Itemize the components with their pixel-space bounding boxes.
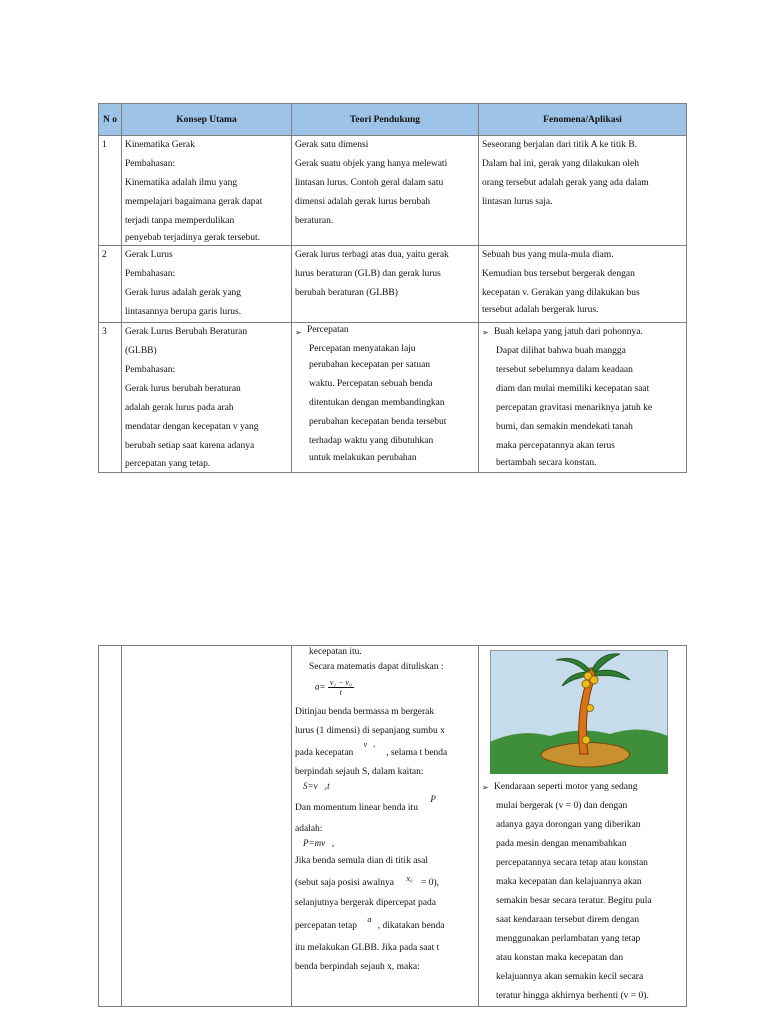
bullet-body — [295, 646, 475, 675]
eq0-text: = 0), — [421, 878, 440, 888]
acceleration-symbol: a — [367, 915, 372, 924]
text-line: terjadi tanpa memperdulikan — [125, 216, 235, 226]
bullet-body — [482, 342, 683, 470]
text-line: maka percepatannya akan terus — [496, 441, 615, 451]
text-line — [295, 913, 475, 939]
text-line: adalah gerak lurus pada arah — [125, 403, 234, 413]
text-line: Gerak Lurus — [125, 250, 173, 260]
text-line: percepatan yang tetap. — [125, 459, 211, 469]
text-line: itu melakukan GLBB. Jika pada saat t — [295, 943, 440, 953]
text-line: percepatannya secara tetap atau konstan — [496, 858, 648, 868]
table-row — [99, 646, 687, 1007]
text-line: Gerak Lurus Berubah Beraturan — [125, 327, 248, 337]
text-line: adalah: — [295, 824, 323, 834]
text-line: Kinematika adalah ilmu yang — [125, 178, 238, 188]
header-no: N o — [99, 104, 122, 136]
text-line — [295, 741, 475, 765]
text-line: Gerak satu dimensi — [295, 140, 369, 150]
konsep-cell — [122, 136, 292, 246]
text-line: lintasan lurus. Contoh geral dalam satu — [295, 178, 444, 188]
concept-table-2 — [98, 645, 687, 1007]
initial-position-symbol: x₀ — [406, 874, 413, 883]
teori-cell — [292, 323, 479, 473]
text-line: orang tersebut adalah gerak yang ada dalam — [482, 178, 649, 188]
text-line: lurus beraturan (GLB) dan gerak lurus — [295, 269, 441, 279]
text-line: mulai bergerak (v = 0) dan dengan — [496, 801, 628, 811]
text-line: atau konstan maka kecepatan dan — [496, 953, 624, 963]
text-line: Pembahasan: — [125, 269, 176, 279]
table-row — [99, 136, 687, 246]
text-line: lurus (1 dimensi) di sepanjang sumbu x — [295, 726, 445, 736]
text-line: Gerak lurus berubah beraturan — [125, 384, 241, 394]
text-line: Kemudian bus tersebut bergerak dengan — [482, 269, 635, 279]
text-line: Seseorang berjalan dari titik A ke titik B. — [482, 140, 638, 150]
fenomena-cell — [479, 646, 687, 1007]
teori-cell — [292, 646, 479, 1007]
bullet-body — [482, 797, 683, 1006]
text-line: beraturan. — [295, 216, 334, 226]
bullet-title: Kendaraan seperti motor yang sedang — [494, 782, 638, 792]
text-line: tersebut sebelumnya dalam keadaan — [496, 365, 633, 375]
text-line: Secara matematis dapat dituliskan : — [309, 662, 444, 672]
text-line: percepatan gravitasi menariknya jatuh ke — [496, 403, 653, 413]
formula-fraction — [328, 678, 354, 697]
arrow-bullet-icon: ➢ — [482, 328, 489, 337]
text-line: maka kecepatan dan kelajuannya akan — [496, 877, 642, 887]
momentum-text: Dan momentum linear benda itu — [295, 803, 418, 813]
arrow-bullet-icon: ➢ — [482, 783, 489, 792]
text-line: Pembahasan: — [125, 159, 176, 169]
konsep-cell-empty — [122, 646, 292, 1007]
text-line: Gerak lurus terbagi atas dua, yaitu gerak — [295, 250, 449, 260]
row-number-empty — [99, 646, 122, 1007]
text-line: terhadap waktu yang dibutuhkan — [309, 436, 434, 446]
selama-text: , selama t benda — [386, 748, 448, 758]
formula-numerator: v₁ − v₀ — [329, 678, 352, 687]
bullet-title: Percepatan — [307, 325, 349, 335]
text-line: dimensi adalah gerak lurus berubah — [295, 197, 431, 207]
text-line: kecepatan v. Gerakan yang dilakukan bus — [482, 288, 640, 298]
formula-denominator: t — [339, 688, 342, 697]
text-line: diam dan mulai memiliki kecepatan saat — [496, 384, 650, 394]
text-line: penyebab terjadinya gerak tersebut. — [125, 233, 261, 243]
text-line: kelajuannya akan semakin kecil secara — [496, 972, 644, 982]
text-line: bertambah secara konstan. — [496, 458, 597, 468]
header-fenomena: Fenomena/Aplikasi — [479, 104, 687, 136]
pada-kecepatan-text: pada kecepatan — [295, 748, 354, 758]
bullet-title: Buah kelapa yang jatuh dari pohonnya. — [494, 327, 643, 337]
fenomena-cell — [479, 323, 687, 473]
text-line: bumi, dan semakin mendekati tanah — [496, 422, 633, 432]
text-line: Dapat dilihat bahwa buah mangga — [496, 346, 626, 356]
table-row — [99, 246, 687, 323]
header-teori: Teori Pendukung — [292, 104, 479, 136]
momentum-formula: P=mv⃗ₓ — [303, 838, 335, 848]
text-line — [295, 793, 475, 822]
text-line: untuk melakukan perubahan — [309, 453, 417, 463]
text-line: benda berpindah sejauh x, maka: — [295, 962, 420, 972]
fenomena-cell — [479, 246, 687, 323]
bullet-item — [482, 778, 683, 797]
row-number: 2 — [99, 246, 122, 323]
text-line: perubahan kecepatan benda tersebut — [309, 417, 447, 427]
text-line: mempelajari bagaimana gerak dapat — [125, 197, 263, 207]
text-line: semakin besar secara teratur. Begitu pula — [496, 896, 652, 906]
displacement-formula: S=v⃗ₓt — [303, 781, 330, 791]
text-line: kecepatan itu. — [309, 647, 362, 657]
konsep-cell — [122, 323, 292, 473]
konsep-cell — [122, 246, 292, 323]
text-line: ditentukan dengan membandingkan — [309, 398, 445, 408]
momentum-symbol: P — [430, 794, 436, 804]
bullet-body — [295, 342, 475, 465]
text-line: Dalam hal ini, gerak yang dilakukan oleh — [482, 159, 639, 169]
text-line: berpindah sejauh S, dalam kaitan: — [295, 767, 424, 777]
text-line: Ditinjau benda bermassa m bergerak — [295, 707, 435, 717]
text-line: berubah setiap saat karena adanya — [125, 441, 255, 451]
bullet-item — [295, 323, 475, 342]
text-line: perubahan kecepatan per satuan — [309, 360, 431, 370]
acceleration-formula — [295, 678, 475, 697]
row-number: 1 — [99, 136, 122, 246]
text-line: Sebuah bus yang mula-mula diam. — [482, 250, 614, 260]
text-line: saat kendaraan tersebut direm dengan — [496, 915, 639, 925]
text-line — [295, 872, 475, 894]
concept-table-1 — [98, 103, 687, 473]
formula-lhs: a= — [315, 681, 326, 692]
text-line: Pembahasan: — [125, 365, 176, 375]
text-line: tersebut adalah bergerak lurus. — [482, 305, 599, 315]
fenomena-cell — [479, 136, 687, 246]
text-line: Percepatan menyatakan laju — [309, 344, 416, 354]
text-line: (GLBB) — [125, 346, 157, 356]
arrow-bullet-icon: ➢ — [295, 328, 302, 337]
teori-cell — [292, 136, 479, 246]
header-konsep: Konsep Utama — [122, 104, 292, 136]
text-line: menggunakan perlambatan yang tetap — [496, 934, 641, 944]
table-row — [99, 323, 687, 473]
text-line: pada mesin dengan menambahkan — [496, 839, 627, 849]
table-header-row — [99, 104, 687, 136]
velocity-symbol: v⃗ₓ — [363, 740, 376, 749]
text-line: selanjutnya bergerak dipercepat pada — [295, 898, 436, 908]
text-line: mendatar dengan kecepatan v yang — [125, 422, 259, 432]
text-line: Gerak suatu objek yang hanya melewati — [295, 159, 448, 169]
text-line: lintasannya berupa garis lurus. — [125, 307, 242, 317]
text-line: teratur hingga akhirnya berhenti (v = 0). — [496, 991, 649, 1001]
coconut-tree-illustration — [490, 650, 668, 774]
bullet-item — [482, 323, 683, 342]
dikatakan-text: , dikatakan benda — [377, 921, 445, 931]
percepatan-tetap-text: percepatan tetap — [295, 921, 357, 931]
text-line: Jika benda semula dian di titik asal — [295, 856, 428, 866]
text-line: Gerak lurus adalah gerak yang — [125, 288, 242, 298]
row-number: 3 — [99, 323, 122, 473]
text-line: lintasan lurus saja. — [482, 197, 553, 207]
sebut-text: (sebut saja posisi awalnya — [295, 878, 394, 888]
text-line: waktu. Percepatan sebuah benda — [309, 379, 433, 389]
text-line: Kinematika Gerak — [125, 140, 195, 150]
teori-cell — [292, 246, 479, 323]
text-line: adanya gaya dorongan yang diberikan — [496, 820, 641, 830]
text-line: berubah beraturan (GLBB) — [295, 288, 398, 298]
